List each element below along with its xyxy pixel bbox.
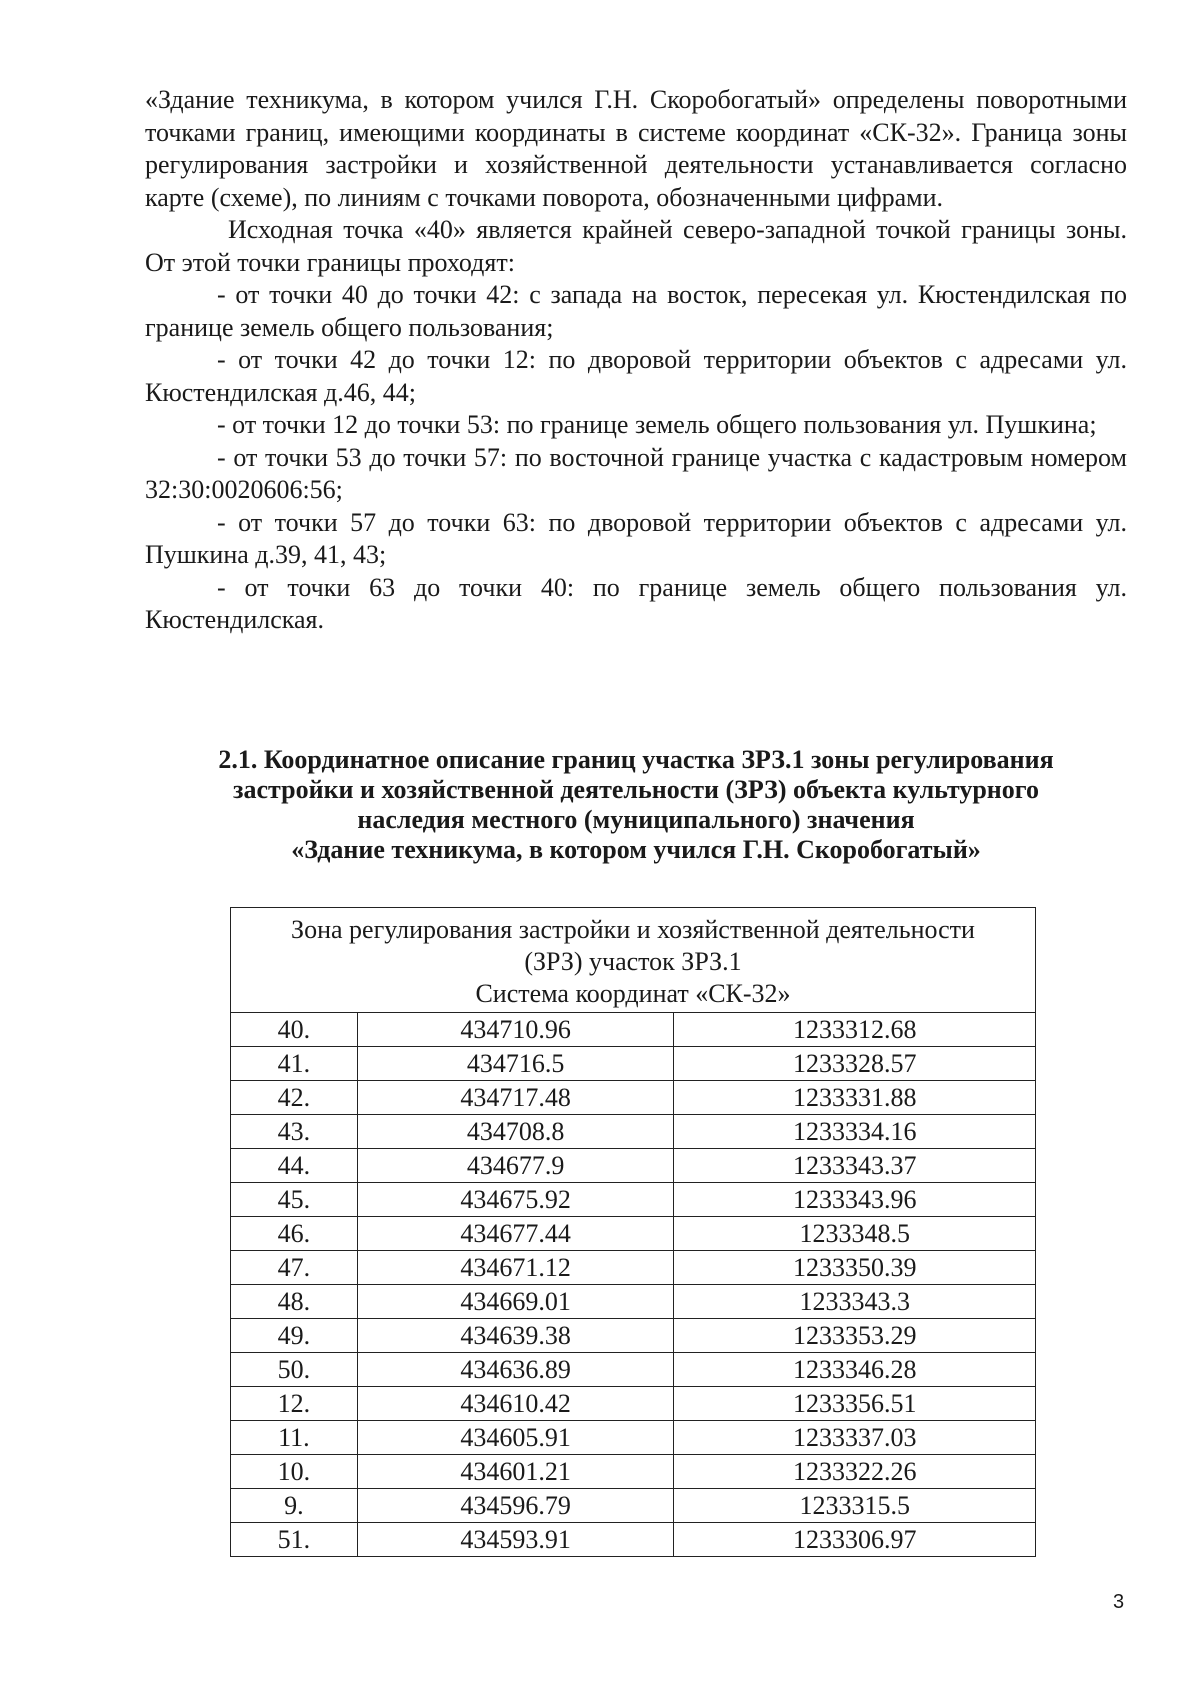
x-coordinate-cell: 434675.92 — [357, 1183, 674, 1217]
y-coordinate-cell: 1233315.5 — [674, 1489, 1036, 1523]
x-coordinate-cell: 434601.21 — [357, 1455, 674, 1489]
paragraph-segment-12-53: - от точки 12 до точки 53: по границе земель общего пользования ул. Пушкина; — [217, 410, 1097, 439]
point-number-cell: 43. — [231, 1115, 358, 1149]
y-coordinate-cell: 1233343.3 — [674, 1285, 1036, 1319]
section-heading — [145, 745, 1127, 865]
x-coordinate-cell: 434593.91 — [357, 1523, 674, 1557]
paragraph-segment-42-12: - от точки 42 до точки 12: по дворовой территории объектов с адресами ул. Кюстендилская д.46, 44; — [145, 345, 1127, 407]
table-row — [231, 1047, 1036, 1081]
x-coordinate-cell: 434669.01 — [357, 1285, 674, 1319]
paragraph-segment-40-42: - от точки 40 до точки 42: с запада на восток, пересекая ул. Кюстендилская по границе земель общего пользования; — [145, 280, 1127, 342]
table-header-line: Система координат «СК-32» — [475, 979, 791, 1008]
table-header-row — [231, 908, 1036, 1013]
table-row — [231, 1183, 1036, 1217]
table-row — [231, 1353, 1036, 1387]
table-row — [231, 1251, 1036, 1285]
x-coordinate-cell: 434710.96 — [357, 1013, 674, 1047]
x-coordinate-cell: 434717.48 — [357, 1081, 674, 1115]
x-coordinate-cell: 434596.79 — [357, 1489, 674, 1523]
page-number: 3 — [1113, 1591, 1125, 1613]
coordinates-table — [230, 907, 1036, 1557]
table-row — [231, 1149, 1036, 1183]
point-number-cell: 46. — [231, 1217, 358, 1251]
table-header-cell — [231, 908, 1036, 1013]
point-number-cell: 40. — [231, 1013, 358, 1047]
y-coordinate-cell: 1233306.97 — [674, 1523, 1036, 1557]
point-number-cell: 11. — [231, 1421, 358, 1455]
table-row — [231, 1387, 1036, 1421]
point-number-cell: 44. — [231, 1149, 358, 1183]
x-coordinate-cell: 434716.5 — [357, 1047, 674, 1081]
x-coordinate-cell: 434677.44 — [357, 1217, 674, 1251]
y-coordinate-cell: 1233322.26 — [674, 1455, 1036, 1489]
paragraph-segment-53-57: - от точки 53 до точки 57: по восточной границе участка с кадастровым номером 32:30:0020606:56; — [145, 442, 1127, 504]
table-header-line: Зона регулирования застройки и хозяйственной деятельности — [291, 915, 975, 944]
section-heading-line: 2.1. Координатное описание границ участка ЗРЗ.1 зоны регулирования — [218, 745, 1054, 774]
point-number-cell: 41. — [231, 1047, 358, 1081]
y-coordinate-cell: 1233312.68 — [674, 1013, 1036, 1047]
table-row — [231, 1285, 1036, 1319]
point-number-cell: 47. — [231, 1251, 358, 1285]
y-coordinate-cell: 1233331.88 — [674, 1081, 1036, 1115]
paragraph-origin-point: Исходная точка «40» является крайней северо-западной точкой границы зоны. От этой точки границы проходят: — [145, 215, 1127, 277]
point-number-cell: 48. — [231, 1285, 358, 1319]
x-coordinate-cell: 434671.12 — [357, 1251, 674, 1285]
paragraph-segment-57-63: - от точки 57 до точки 63: по дворовой территории объектов с адресами ул. Пушкина д.39, 41, 43; — [145, 507, 1127, 569]
table-row — [231, 1455, 1036, 1489]
section-heading-line: «Здание техникума, в котором учился Г.Н. Скоробогатый» — [291, 835, 981, 864]
x-coordinate-cell: 434708.8 — [357, 1115, 674, 1149]
section-heading-line: застройки и хозяйственной деятельности (ЗРЗ) объекта культурного — [233, 775, 1039, 804]
table-row — [231, 1115, 1036, 1149]
y-coordinate-cell: 1233328.57 — [674, 1047, 1036, 1081]
point-number-cell: 10. — [231, 1455, 358, 1489]
x-coordinate-cell: 434636.89 — [357, 1353, 674, 1387]
point-number-cell: 42. — [231, 1081, 358, 1115]
point-number-cell: 12. — [231, 1387, 358, 1421]
table-row — [231, 1523, 1036, 1557]
point-number-cell: 45. — [231, 1183, 358, 1217]
x-coordinate-cell: 434610.42 — [357, 1387, 674, 1421]
body-text — [145, 84, 1127, 637]
table-body — [231, 1013, 1036, 1557]
y-coordinate-cell: 1233334.16 — [674, 1115, 1036, 1149]
table-header-line: (ЗРЗ) участок ЗРЗ.1 — [524, 947, 742, 976]
paragraph-intro: «Здание техникума, в котором учился Г.Н. Скоробогатый» определены поворотными точками границ, имеющими координаты в системе координат «СК-32». Граница зоны регулирования застройки и хозяйственной деятельности устанавливается согласно карте (схеме), по линиям с точками поворота, обозначенными цифрами. — [145, 85, 1127, 212]
y-coordinate-cell: 1233346.28 — [674, 1353, 1036, 1387]
x-coordinate-cell: 434605.91 — [357, 1421, 674, 1455]
y-coordinate-cell: 1233348.5 — [674, 1217, 1036, 1251]
y-coordinate-cell: 1233337.03 — [674, 1421, 1036, 1455]
point-number-cell: 50. — [231, 1353, 358, 1387]
y-coordinate-cell: 1233356.51 — [674, 1387, 1036, 1421]
paragraph-segment-63-40: - от точки 63 до точки 40: по границе земель общего пользования ул. Кюстендилская. — [145, 572, 1127, 634]
x-coordinate-cell: 434639.38 — [357, 1319, 674, 1353]
x-coordinate-cell: 434677.9 — [357, 1149, 674, 1183]
table-row — [231, 1081, 1036, 1115]
table-row — [231, 1013, 1036, 1047]
point-number-cell: 49. — [231, 1319, 358, 1353]
y-coordinate-cell: 1233353.29 — [674, 1319, 1036, 1353]
point-number-cell: 9. — [231, 1489, 358, 1523]
table-row — [231, 1489, 1036, 1523]
table-row — [231, 1217, 1036, 1251]
point-number-cell: 51. — [231, 1523, 358, 1557]
section-heading-line: наследия местного (муниципального) значения — [357, 805, 915, 834]
y-coordinate-cell: 1233350.39 — [674, 1251, 1036, 1285]
y-coordinate-cell: 1233343.37 — [674, 1149, 1036, 1183]
y-coordinate-cell: 1233343.96 — [674, 1183, 1036, 1217]
table-row — [231, 1421, 1036, 1455]
table-row — [231, 1319, 1036, 1353]
